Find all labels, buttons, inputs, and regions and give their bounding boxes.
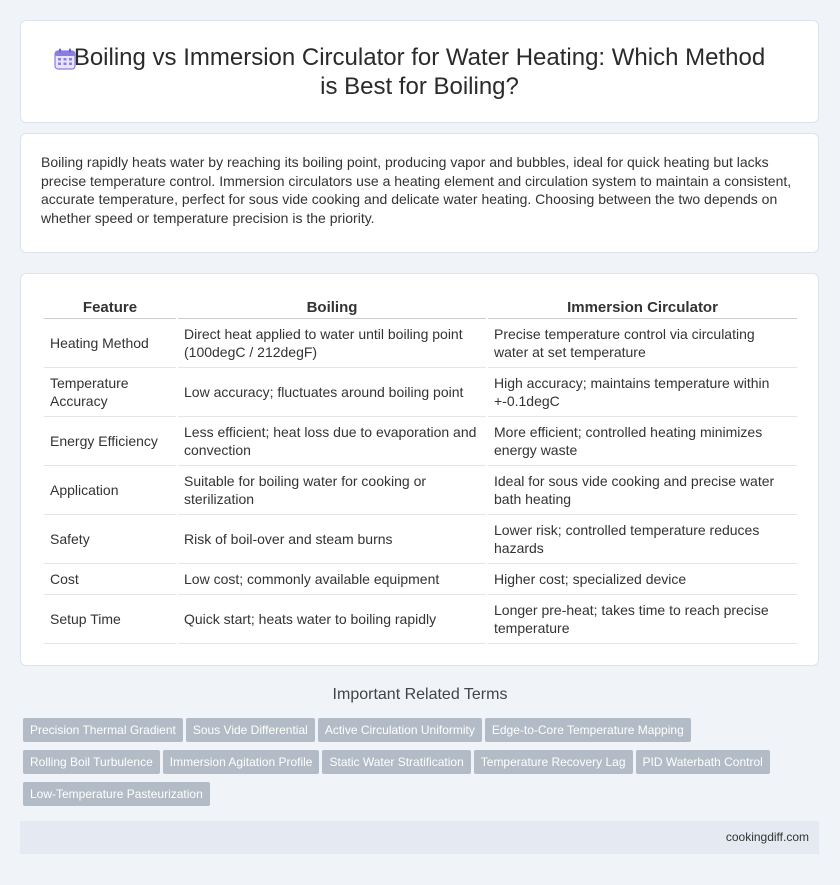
related-term-tag[interactable]: Immersion Agitation Profile [163, 750, 320, 774]
cell-boiling: Quick start; heats water to boiling rapidly [178, 595, 486, 644]
cell-immersion: Ideal for sous vide cooking and precise water bath heating [488, 466, 797, 515]
table-row [44, 417, 797, 466]
cell-immersion: High accuracy; maintains temperature within +-0.1degC [488, 368, 797, 417]
cell-boiling: Less efficient; heat loss due to evaporation and convection [178, 417, 486, 466]
page-title: Boiling vs Immersion Circulator for Water Heating: Which Method is Best for Boiling? [73, 44, 766, 100]
table-header-row [44, 295, 797, 319]
related-term-tag[interactable]: Static Water Stratification [322, 750, 470, 774]
related-term-tag[interactable]: Edge-to-Core Temperature Mapping [485, 718, 691, 742]
cell-boiling: Low cost; commonly available equipment [178, 564, 486, 595]
header-boiling: Boiling [178, 295, 486, 319]
cell-immersion: Higher cost; specialized device [488, 564, 797, 595]
table-row [44, 466, 797, 515]
cell-feature: Application [44, 466, 176, 515]
cell-feature: Energy Efficiency [44, 417, 176, 466]
header-feature: Feature [44, 295, 176, 319]
related-term-tag[interactable]: Active Circulation Uniformity [318, 718, 482, 742]
cell-feature: Setup Time [44, 595, 176, 644]
related-terms-heading: Important Related Terms [332, 686, 508, 703]
table-row [44, 515, 797, 564]
cell-immersion: More efficient; controlled heating minimizes energy waste [488, 417, 797, 466]
comparison-card [20, 273, 819, 666]
header-immersion-circulator: Immersion Circulator [488, 295, 797, 319]
cell-boiling: Direct heat applied to water until boiling point (100degC / 212degF) [178, 319, 486, 368]
title-card [20, 20, 819, 123]
footer [20, 821, 819, 854]
table-row [44, 368, 797, 417]
cell-feature: Cost [44, 564, 176, 595]
cell-feature: Temperature Accuracy [44, 368, 176, 417]
related-term-tag[interactable]: Rolling Boil Turbulence [23, 750, 160, 774]
cell-boiling: Risk of boil-over and steam burns [178, 515, 486, 564]
table-row [44, 564, 797, 595]
comparison-table [42, 295, 799, 644]
related-term-tag[interactable]: Sous Vide Differential [186, 718, 315, 742]
related-term-tag[interactable]: Low-Temperature Pasteurization [23, 782, 210, 806]
table-row [44, 319, 797, 368]
related-term-tag[interactable]: PID Waterbath Control [636, 750, 770, 774]
related-term-tag[interactable]: Temperature Recovery Lag [474, 750, 633, 774]
intro-card [20, 133, 819, 253]
cell-feature: Heating Method [44, 319, 176, 368]
related-terms-list [23, 718, 813, 814]
cell-immersion: Precise temperature control via circulating water at set temperature [488, 319, 797, 368]
intro-paragraph: Boiling rapidly heats water by reaching its boiling point, producing vapor and bubbles, ideal for quick heating but lacks precise temperature control. Immersion circulators use a heating element and circulation system to maintain a consistent, accurate temperature, perfect for sous vide cooking and delicate water heating. Choosing between the two depends on whether speed or temperature precision is the priority. [41, 154, 792, 226]
cell-boiling: Low accuracy; fluctuates around boiling point [178, 368, 486, 417]
cell-feature: Safety [44, 515, 176, 564]
related-term-tag[interactable]: Precision Thermal Gradient [23, 718, 183, 742]
table-row [44, 595, 797, 644]
cell-boiling: Suitable for boiling water for cooking or sterilization [178, 466, 486, 515]
footer-site-link[interactable]: cookingdiff.com [725, 830, 809, 844]
cell-immersion: Lower risk; controlled temperature reduces hazards [488, 515, 797, 564]
cell-immersion: Longer pre-heat; takes time to reach precise temperature [488, 595, 797, 644]
